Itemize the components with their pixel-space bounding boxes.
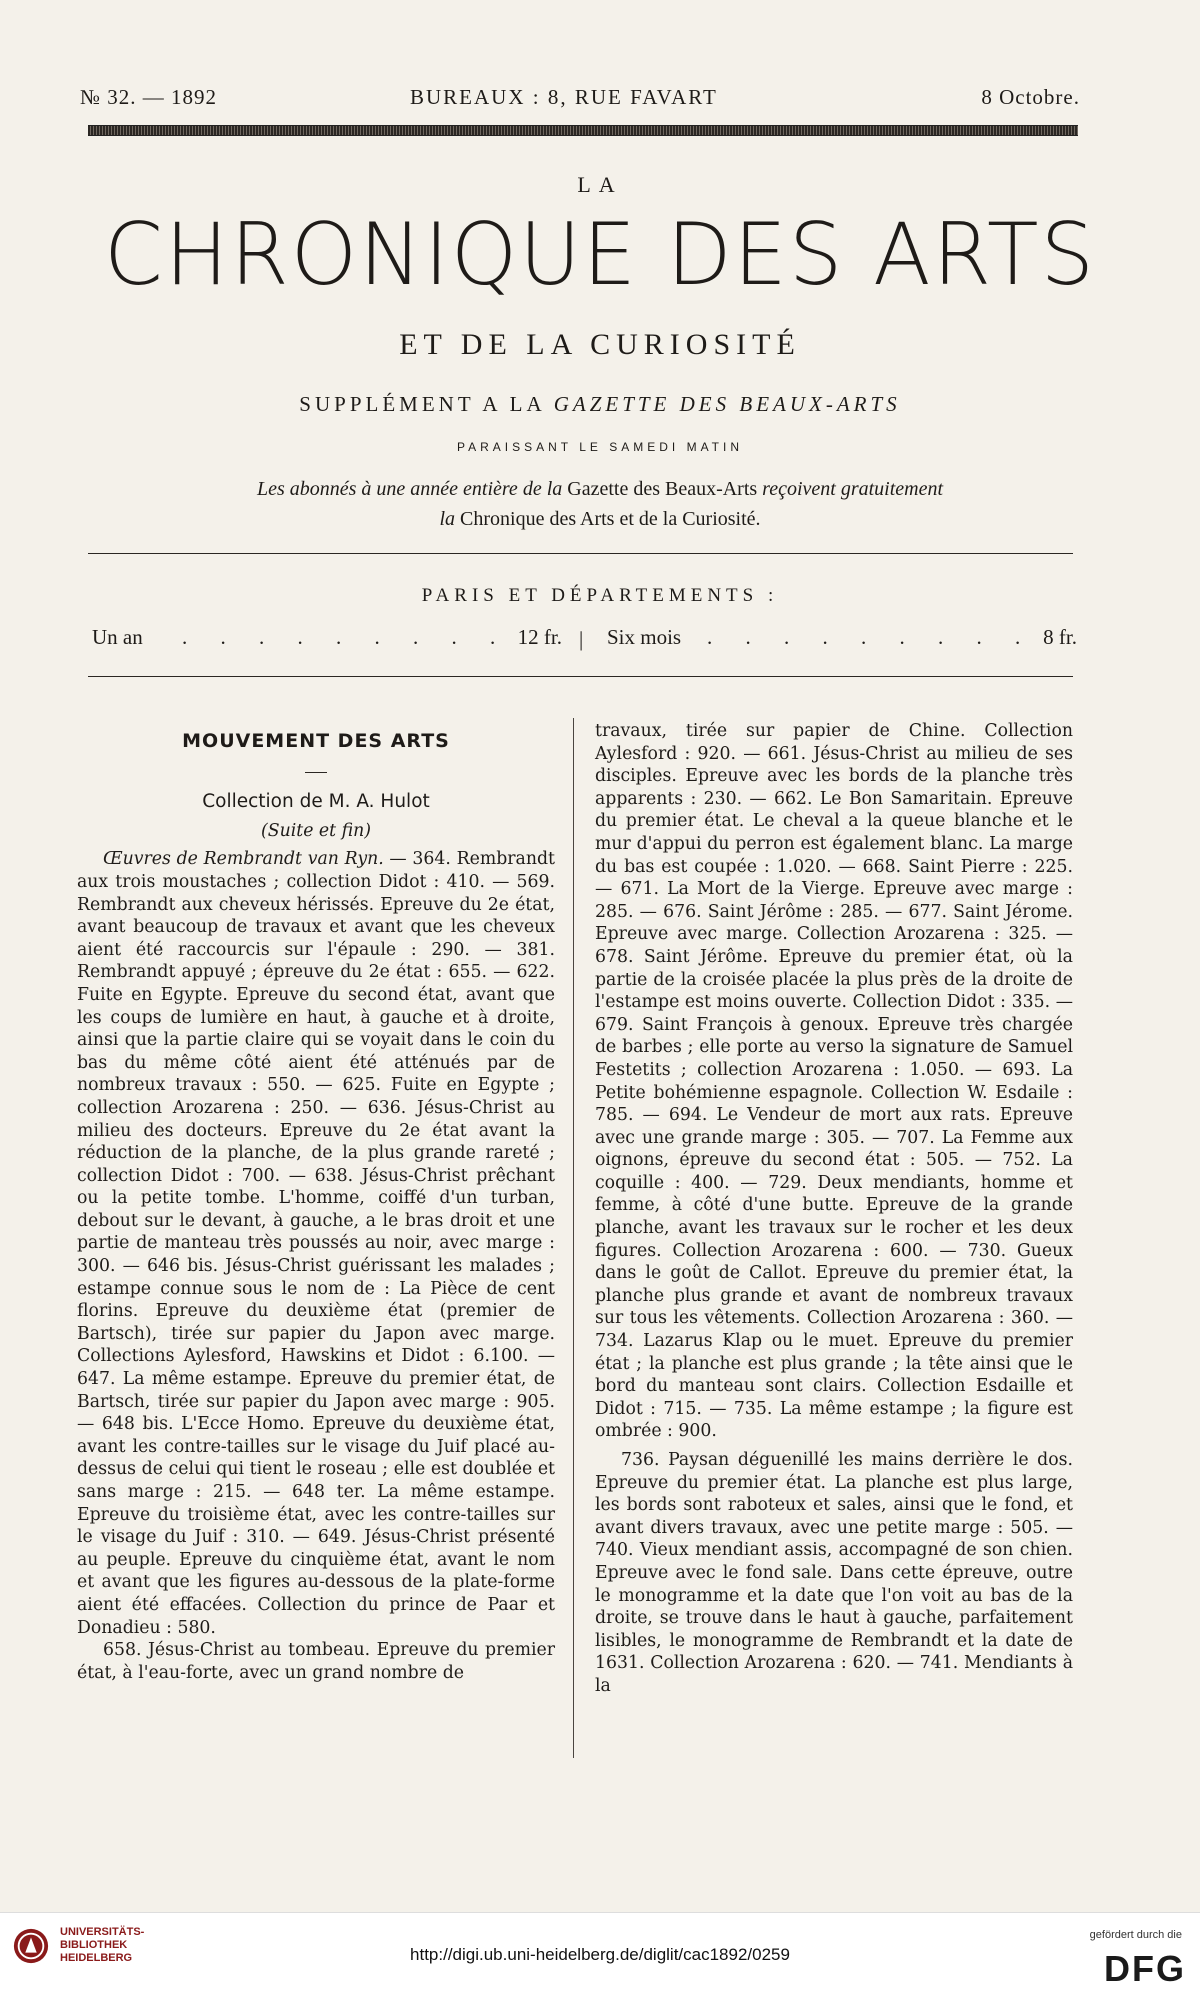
collection-title: Collection de M. A. Hulot xyxy=(202,791,430,813)
supplement-line xyxy=(0,392,1200,417)
title-dash xyxy=(77,761,555,784)
page-header xyxy=(80,85,1080,111)
supplement-prefix: SUPPLÉMENT A LA xyxy=(299,392,545,416)
subscription-prices xyxy=(92,625,1077,655)
masthead-la: LA xyxy=(577,172,623,197)
continuation-note: (Suite et fin) xyxy=(261,820,371,841)
supplement-journal: GAZETTE DES BEAUX-ARTS xyxy=(553,392,901,416)
article-text: — 364. Rembrandt aux trois moustaches ; collection Didot : 410. — 569. Rembrandt aux cheveux hérissés. Epreuve du 2e état, avant beaucoup de travaux et avant que les cheveux aient été raccourcis sur l'épaule : 290. — 381. Rembrandt appuyé ; épreuve du 2e état : 655. — 622. Fuite en Egypte. Epreuve du second état, avant que les coups de lumière en haut, à gauche et à droite, ainsi que la partie claire qui se voyait dans le coin du bas du même côté aient été atténués par de nombreux travaux : 550. — 625. Fuite en Egypte ; collection Arozarena : 250. — 636. Jésus-Christ au milieu des docteurs. Epreuve du 2e état avant la réduction de la planche, de la plus grande rareté ; collection Didot : 700. — 638. Jésus-Christ prêchant ou la petite tombe. L'homme, coiffé d'un turban, debout sur le devant, à gauche, a le bras droit et une partie de manteau très poussés au noir, avec marge : 300. — 646 bis. Jésus-Christ guérissant les malades ; estampe connue sous le nom de : La Pièce de cent florins. Epreuve du deuxième état (premier de Bartsch), tirée sur papier du Japon avec marge. Collections Aylesford, Hawskins et Didot : 6.100. — 647. La même estampe. Epreuve du premier état, de Bartsch, tirée sur papier du Japon avec marge : 905. — 648 bis. L'Ecce Homo. Epreuve du deuxième état, avant les contre-tailles sur le visage du Juif placé au-dessus de celui qui tient le roseau ; elle est doublée et sans marge : 215. — 648 ter. La même estampe. Epreuve du troisième état, avec les contre-tailles sur le visage du Juif : 310. — 649. Jésus-Christ présenté au peuple. Epreuve du cinquième état, avant le nom et avant que les figures au-dessous de la plate-forme aient été effacées. Collection du prince de Paar et Donadieu : 580. xyxy=(77,849,555,1638)
article-paragraph: travaux, tirée sur papier de Chine. Collection Aylesford : 920. — 661. Jésus-Christ au milieu de ses disciples. Epreuve avec les bords de la planche très apparents : 230. — 662. Le Bon Samaritain. Epreuve du premier état. Le cheval a la queue blanche et le mur d'appui du perron est également blanc. La marge du bas est coupée : 1.020. — 668. Saint Pierre : 225. — 671. La Mort de la Vierge. Epreuve avec marge : 285. — 676. Saint Jérôme : 285. — 677. Saint Jérome. Epreuve avec marge. Collection Arozarena : 325. — 678. Saint Jérôme. Epreuve du premier état, où la partie de la croisée placée la plus près de la droite de l'estampe est moins ouverte. Collection Didot : 335. — 679. Saint François à genoux. Epreuve très chargée de barbes ; elle porte au verso la signature de Samuel Festetits ; collection Arozarena : 1.050. — 693. La Petite bohémienne espagnole. Collection W. Esdaile : 785. — 694. Le Vendeur de mort aux rats. Epreuve avec une grande marge : 305. — 707. La Femme aux oignons, épreuve du second état : 505. — 752. La coquille : 400. — 729. Deux mendiants, homme et femme, à côté d'une butte. Epreuve de la grande planche, avant les travaux sur le rocher et les deux figures. Collection Arozarena : 600. — 730. Gueux dans le goût de Callot. Epreuve du premier état, la planche plus grande et avant de nombreux travaux sur tous les vêtements. Collection Arozarena : 360. — 734. Lazarus Klap ou le muet. Epreuve du premier état ; la planche est plus grande ; la tête ainsi que le bord du manteau sont clairs. Collection Esdaille et Didot : 715. — 735. La même estampe ; la figure est ombrée : 900. xyxy=(595,721,1073,1442)
column-divider xyxy=(573,718,574,1758)
library-line: UNIVERSITÄTS- xyxy=(60,1926,145,1938)
leader-dots: . . . . . . . . . xyxy=(707,625,1035,649)
oeuvres-heading: Œuvres de Rembrandt van Ryn. xyxy=(103,849,384,870)
price-amount: 8 fr. xyxy=(1043,625,1077,649)
subscriber-note xyxy=(0,474,1200,534)
issue-number: № 32. — 1892 xyxy=(80,85,218,109)
ornamental-rule xyxy=(88,125,1078,136)
subscriber-note-italic-1: Les abonnés à une année entière de la xyxy=(256,478,563,500)
subscriber-note-gazette: Gazette des Beaux-Arts xyxy=(567,478,758,500)
article-paragraph: 658. Jésus-Christ au tombeau. Epreuve du premier état, à l'eau-forte, avec un grand nombre de xyxy=(77,1640,555,1683)
masthead-subtitle: ET DE LA CURIOSITÉ xyxy=(399,328,801,361)
library-line: HEIDELBERG xyxy=(60,1952,133,1964)
publication-frequency: PARAISSANT LE SAMEDI MATIN xyxy=(456,440,744,454)
issue-date: 8 Octobre. xyxy=(981,85,1080,109)
digitization-footer xyxy=(0,1912,1200,1998)
price-label: Un an xyxy=(92,625,143,649)
divider-rule xyxy=(88,553,1073,554)
funding-note: gefördert durch die xyxy=(1089,1929,1182,1941)
article-column-right xyxy=(595,720,1073,1698)
section-title: MOUVEMENT DES ARTS xyxy=(182,730,450,752)
subscription-heading: PARIS ET DÉPARTEMENTS : xyxy=(421,585,779,606)
article-paragraph: 736. Paysan déguenillé les mains derrière le dos. Epreuve du premier état. La planche est plus large, les bords sont raboteux et sales, ainsi que le fond, et avant divers travaux, avec une petite marge : 505. — 740. Vieux mendiant assis, accompagné de son chien. Epreuve avec le fond sale. Dans cette épreuve, outre le monogramme et la date que l'on voit au bas de la droite, se trouve dans le haut à gauche, parfaitement lisibles, le monogramme de Rembrandt et la date de 1631. Collection Arozarena : 620. — 741. Mendiants à la xyxy=(595,1450,1073,1696)
price-separator: | xyxy=(579,627,584,651)
masthead-title: CHRONIQUE DES ARTS xyxy=(104,205,1096,305)
price-amount: 12 fr. xyxy=(517,625,562,649)
permalink[interactable]: http://digi.ub.uni-heidelberg.de/diglit/cac1892/0259 xyxy=(410,1945,790,1964)
article-paragraph xyxy=(77,848,555,1639)
subscriber-note-chronique: Chronique des Arts et de la Curiosité. xyxy=(460,508,761,530)
bureaux-address: BUREAUX : 8, RUE FAVART xyxy=(410,85,718,109)
article-column-left xyxy=(77,720,555,1684)
divider-rule xyxy=(88,676,1073,677)
subscriber-note-italic-2: reçoivent gratuitement xyxy=(762,478,944,500)
leader-dots: . . . . . . . . . xyxy=(182,625,510,649)
library-line: BIBLIOTHEK xyxy=(60,1939,128,1951)
dfg-logo: DFG xyxy=(1104,1948,1186,1989)
subscriber-note-la: la xyxy=(439,508,456,530)
price-label: Six mois xyxy=(607,625,682,649)
